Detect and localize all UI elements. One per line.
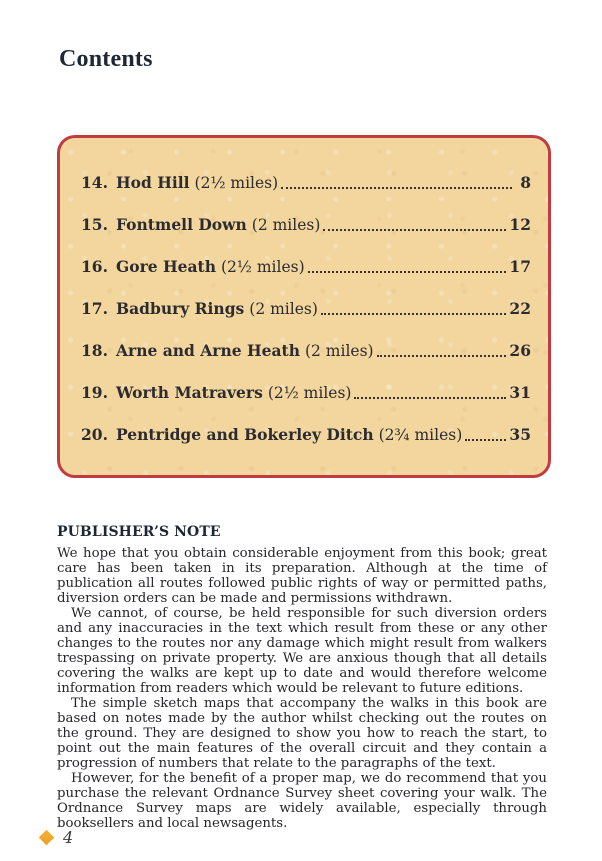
toc-item-15 <box>81 216 531 234</box>
publishers-note-paragraph-4: However, for the benefit of a proper map, we do recommend that you purchase the relevant Ordnance Survey sheet covering your walk. The Ordnance Survey maps are widely available, especially through booksellers and local newsagents. <box>57 771 547 831</box>
publishers-note-paragraph-3: The simple sketch maps that accompany the walks in this book are based on notes made by the author whilst checking out the routes on the ground. They are designed to show you how to reach the start, to point out the main features of the overall circuit and they contain a progression of numbers that relate to the paragraphs of the text. <box>57 696 547 771</box>
walk-name: Hod Hill <box>116 173 190 192</box>
page-title: Contents <box>59 46 153 72</box>
toc-item-title <box>116 342 374 360</box>
walk-name: Arne and Arne Heath <box>116 341 300 360</box>
toc-item-number: 14. <box>81 173 108 192</box>
toc-item-18 <box>81 342 531 360</box>
toc-item-title <box>116 258 305 276</box>
publishers-note-paragraph-1: We hope that you obtain considerable enjoyment from this book; great care has been taken in its preparation. Although at the time of publication all routes followed public rights of way or permitted paths, diversion orders can be made and permissions withdrawn. <box>57 546 547 606</box>
toc-item-number: 15. <box>81 215 108 234</box>
toc-item-title <box>116 384 351 402</box>
toc-item-title <box>116 216 320 234</box>
toc-item-page: 31 <box>509 383 531 402</box>
toc-item-number: 19. <box>81 383 108 402</box>
walk-name: Pentridge and Bokerley Ditch <box>116 425 374 444</box>
walk-distance: (2 miles) <box>251 216 321 234</box>
toc-item-title <box>116 174 278 192</box>
toc-item-19 <box>81 384 531 402</box>
walk-distance: (2½ miles) <box>267 384 352 402</box>
walk-distance: (2¾ miles) <box>378 426 463 444</box>
toc-item-page: 17 <box>509 257 531 276</box>
toc-item-title <box>116 426 462 444</box>
toc-item-17 <box>81 300 531 318</box>
toc-item-number: 18. <box>81 341 108 360</box>
walk-name: Worth Matravers <box>116 383 263 402</box>
dot-leader <box>308 271 507 273</box>
publishers-note-section <box>57 524 547 831</box>
toc-item-number: 20. <box>81 425 108 444</box>
toc-item-page: 26 <box>509 341 531 360</box>
walk-distance: (2 miles) <box>249 300 318 318</box>
toc-item-16 <box>81 258 531 276</box>
walk-name: Fontmell Down <box>116 215 247 234</box>
page-footer <box>38 828 73 847</box>
toc-item-page: 8 <box>520 173 531 192</box>
walk-distance: (2½ miles) <box>194 174 279 192</box>
walk-distance: (2½ miles) <box>220 258 305 276</box>
walk-name: Badbury Rings <box>116 299 245 318</box>
dot-leader <box>354 397 506 399</box>
toc-item-14 <box>81 174 531 192</box>
walk-name: Gore Heath <box>116 257 216 276</box>
toc-item-page: 22 <box>509 299 531 318</box>
toc-item-page: 35 <box>509 425 531 444</box>
dot-leader <box>377 355 507 357</box>
toc-item-number: 16. <box>81 257 108 276</box>
toc-item-20 <box>81 426 531 444</box>
dot-leader <box>281 187 512 189</box>
publishers-note-heading: PUBLISHER’S NOTE <box>57 524 221 540</box>
diamond-bullet-icon <box>39 830 55 846</box>
dot-leader <box>323 229 506 231</box>
toc-item-number: 17. <box>81 299 108 318</box>
walk-distance: (2 miles) <box>304 342 374 360</box>
toc-item-page: 12 <box>509 215 531 234</box>
dot-leader <box>321 313 507 315</box>
footer-page-number: 4 <box>63 828 74 847</box>
toc-item-title <box>116 300 318 318</box>
dot-leader <box>465 439 506 441</box>
contents-box <box>57 135 551 478</box>
publishers-note-paragraph-2: We cannot, of course, be held responsible for such diversion orders and any inaccuracies in the text which result from these or any other changes to the routes nor any damage which might result from walkers trespassing on private property. We are anxious though that all details covering the walks are kept up to date and would therefore welcome information from readers which would be relevant to future editions. <box>57 606 547 696</box>
